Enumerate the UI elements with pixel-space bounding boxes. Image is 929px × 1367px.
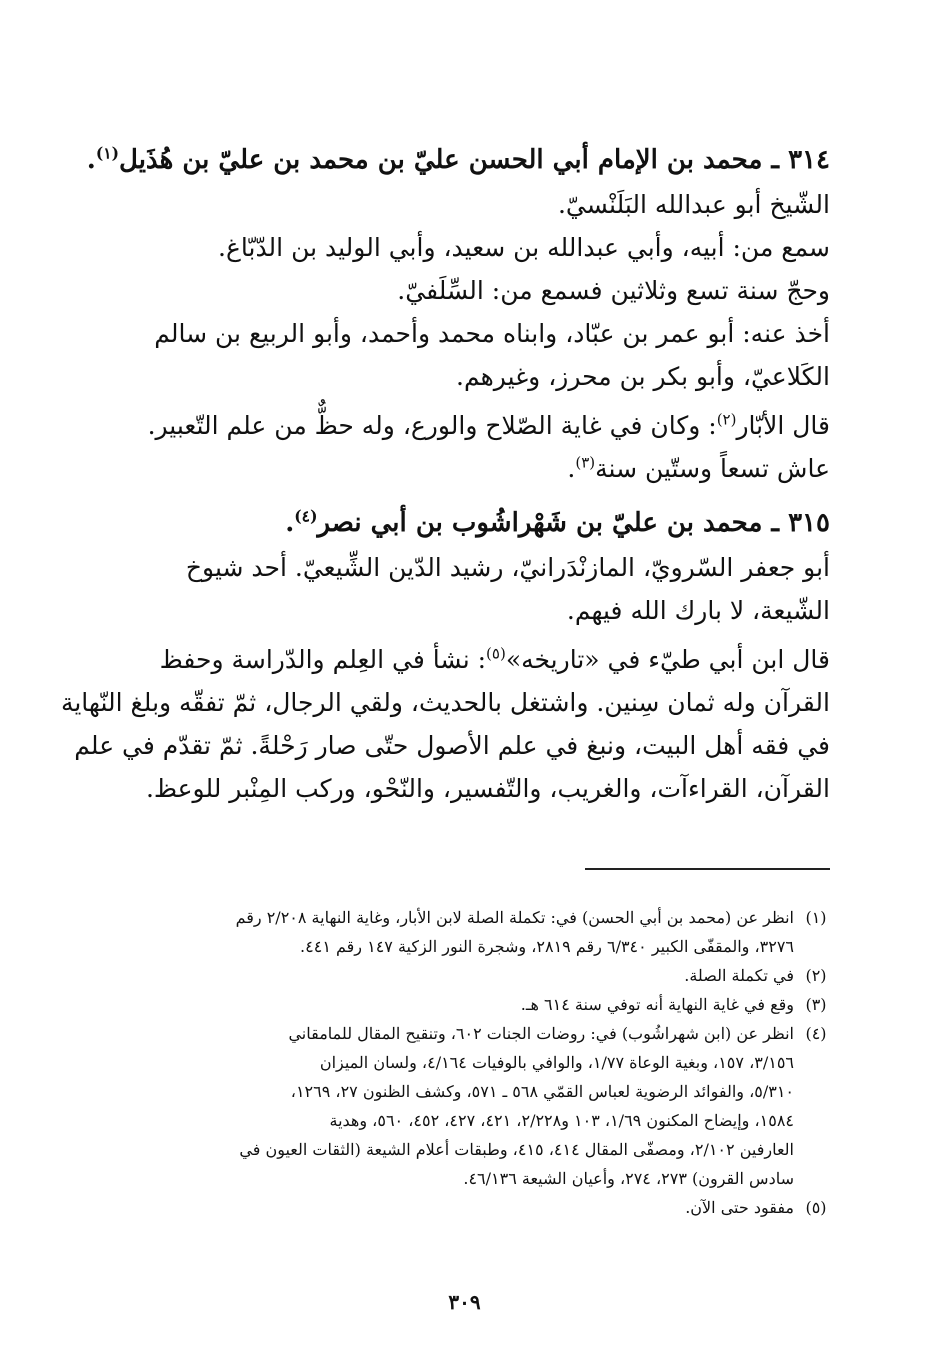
footnote-line: سادس القرون) ٢٧٣، ٢٧٤، وأعيان الشيعة ٤٦/١٣٦. — [463, 1169, 794, 1188]
footnote-line: مفقود حتى الآن. — [685, 1198, 794, 1217]
footnote-number: (٤) — [805, 1024, 827, 1043]
heading-punct: . — [86, 145, 96, 175]
footnote-text — [108, 961, 794, 990]
footnote-text — [108, 1193, 794, 1222]
footnote-number: (٢) — [805, 966, 827, 985]
footnote-line: وقع في غاية النهاية أنه توفي سنة ٦١٤ هـ. — [520, 995, 794, 1014]
text-line: الكَلاعيّ، وأبو بكر بن محرز، وغيرهم. — [456, 362, 830, 391]
footnote — [108, 1193, 838, 1222]
quote-text: قال ابن أبي طيّء في «تاريخه» — [505, 645, 830, 674]
quote-line: القرآن وله ثمان سِنين. واشتغل بالحديث، ولقي الرجال، ثمّ تفقّه وبلغ النّهاية — [60, 688, 830, 717]
footnote-ref[interactable]: (٢) — [716, 410, 737, 429]
footnote-number: (٣) — [805, 995, 827, 1014]
text-line: وحجّ سنة تسع وثلاثين فسمع من: السِّلَفيّ. — [397, 276, 830, 305]
footnote-line: العارفين ٢/١٠٢، ومصفّى المقال ٤١٤، ٤١٥، وطبقات أعلام الشيعة (الثقات العيون في — [239, 1140, 794, 1159]
quote-text: عاش تسعاً وستّين سنة — [595, 454, 830, 483]
text-line: أخذ عنه: أبو عمر بن عبّاد، وابناه محمد وأحمد، وأبو الربيع بن سالم — [154, 319, 830, 348]
entry-heading — [86, 137, 830, 183]
footnote-line: ٣/١٥٦، ١٥٧، وبغية الوعاة ١/٧٧، والوافي بالوفيات ٤/١٦٤، ولسان الميزان — [319, 1053, 794, 1072]
quote-line — [108, 404, 830, 447]
entry-heading-text: ٣١٤ ـ محمد بن الإمام أبي الحسن عليّ بن محمد بن عليّ بن هُذَيل — [119, 145, 830, 175]
footnote-line: ٥/٣١٠، والفوائد الرضوية لعباس القمّي ٥٦٨ ـ ٥٧١، وكشف الظنون ٢٧، ١٢٦٩، — [290, 1082, 794, 1101]
footnote — [108, 961, 838, 990]
footnote-number: (٥) — [805, 1198, 827, 1217]
footnote-ref[interactable]: (٤) — [294, 506, 318, 526]
footnote — [108, 990, 838, 1019]
text-line: سمع من: أبيه، وأبي عبدالله بن سعيد، وأبي الوليد بن الدّبّاغ. — [218, 233, 830, 262]
entry-heading-text: ٣١٥ ـ محمد بن عليّ بن شَهْراشُوب بن أبي نصر — [317, 508, 830, 538]
footnote-line: انظر عن (ابن شهراشُوب) في: روضات الجنات ٦٠٢، وتنقيح المقال للمامقاني — [288, 1024, 794, 1043]
footnote-text — [108, 990, 794, 1019]
quote-line — [108, 638, 830, 681]
entry-heading — [108, 500, 830, 546]
text-line: الشّيعة، لا بارك الله فيهم. — [566, 596, 830, 625]
quote-text: : نشأ في العِلم والدّراسة وحفظ — [159, 645, 487, 674]
footnote-ref[interactable]: (٣) — [575, 453, 596, 472]
main-text — [60, 137, 830, 810]
page-number: ٣٠٩ — [448, 1290, 481, 1314]
heading-punct: . — [285, 508, 295, 538]
footnote-ref[interactable]: (١) — [95, 143, 119, 163]
footnotes — [108, 903, 838, 1222]
footnote-separator — [585, 868, 830, 870]
footnote-ref[interactable]: (٥) — [486, 644, 506, 663]
footnote-text — [108, 903, 794, 961]
text-line: أبو جعفر السّرويّ، المازنْدَرانيّ، رشيد الدّين الشِّيعيّ. أحد شيوخ — [185, 553, 830, 582]
quote-text: : وكان في غاية الصّلاح والورع، وله حظٌّ من علم التّعبير. — [147, 411, 717, 440]
footnote — [108, 903, 838, 961]
footnote-line: ١٥٨٤، وإيضاح المكنون ١/٦٩، ١٠٣ و٢/٢٢٨، ٤٢١، ٤٢٧، ٤٥٢، ٥٦٠، وهدية — [329, 1111, 794, 1130]
text-line: الشّيخ أبو عبدالله البَلَنْسيّ. — [557, 190, 830, 219]
footnote-line: انظر عن (محمد بن أبي الحسن) في: تكملة الصلة لابن الأبار، وغاية النهاية ٢/٢٠٨ رقم — [235, 908, 794, 927]
quote-line — [108, 447, 830, 490]
quote-line: القرآن، القراءآت، والغريب، والتّفسير، والنّحْو، وركب المِنْبر للوعظ. — [145, 774, 830, 803]
footnote-text — [108, 1019, 794, 1193]
quote-text: قال الأبّار — [736, 411, 830, 440]
footnote-number: (١) — [805, 908, 827, 927]
footnote — [108, 1019, 838, 1193]
footnote-line: ٣٢٧٦، والمقفّى الكبير ٦/٣٤٠ رقم ٢٨١٩، وشجرة النور الزكية ١٤٧ رقم ٤٤١. — [300, 937, 794, 956]
quote-line: في فقه أهل البيت، ونبغ في علم الأصول حتّى صار رَحْلةً. ثمّ تقدّم في علم — [74, 731, 830, 760]
footnote-line: في تكملة الصلة. — [684, 966, 794, 985]
quote-text: . — [567, 454, 576, 483]
